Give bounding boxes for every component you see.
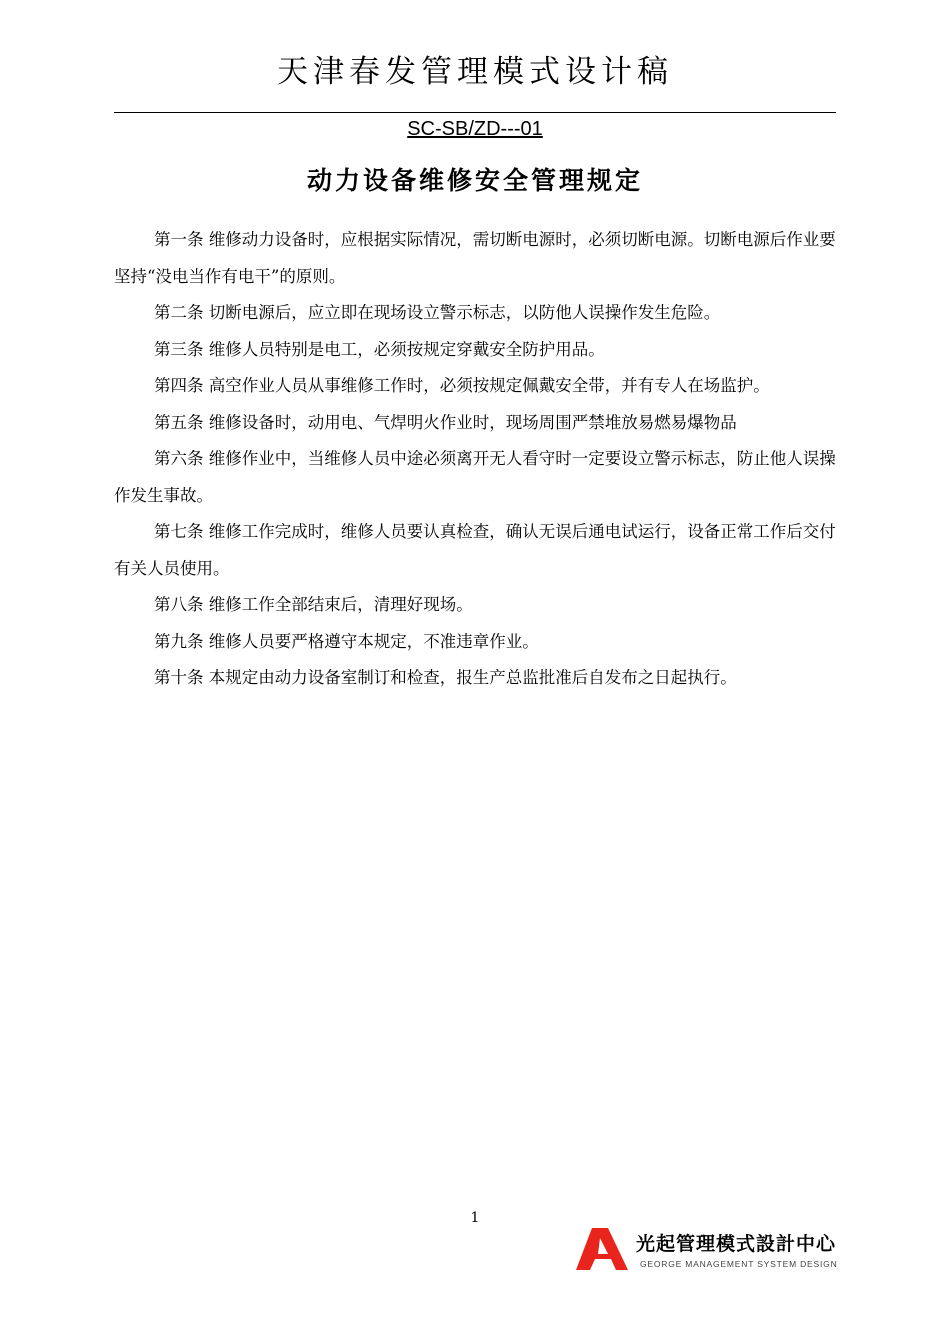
article-10: 第十条 本规定由动力设备室制订和检查，报生产总监批准后自发布之日起执行。 — [154, 668, 737, 687]
document-title: 动力设备维修安全管理规定 — [306, 166, 643, 195]
article-6: 第六条 维修作业中，当维修人员中途必须离开无人看守时一定要设立警示标志，防止他人误操作发生事故。 — [114, 449, 836, 505]
header-divider — [114, 112, 836, 113]
logo-a-mark-icon — [574, 1228, 630, 1270]
article-2: 第二条 切断电源后，应立即在现场设立警示标志，以防他人误操作发生危险。 — [154, 303, 721, 322]
logo-name-en: GEORGE MANAGEMENT SYSTEM DESIGN — [640, 1259, 838, 1269]
article-1: 第一条 维修动力设备时，应根据实际情况，需切断电源时，必须切断电源。切断电源后作业要坚持“没电当作有电干”的原则。 — [114, 230, 836, 286]
article-7: 第七条 维修工作完成时，维修人员要认真检查，确认无误后通电试运行，设备正常工作后交付有关人员使用。 — [114, 522, 836, 578]
logo-name-cn: 光起管理模式設計中心 — [636, 1233, 837, 1255]
article-4: 第四条 高空作业人员从事维修工作时，必须按规定佩戴安全带，并有专人在场监护。 — [154, 376, 770, 395]
article-8: 第八条 维修工作全部结束后，清理好现场。 — [154, 595, 473, 614]
article-5: 第五条 维修设备时，动用电、气焊明火作业时，现场周围严禁堆放易燃易爆物品 — [154, 412, 737, 432]
document-body — [114, 222, 839, 697]
page-number: 1 — [470, 1210, 480, 1226]
article-9: 第九条 维修人员要严格遵守本规定，不准违章作业。 — [154, 631, 539, 651]
article-3: 第三条 维修人员特别是电工，必须按规定穿戴安全防护用品。 — [154, 339, 605, 359]
document-code: SC-SB/ZD---01 — [407, 118, 543, 140]
company-title: 天津春发管理模式设计稿 — [277, 54, 673, 90]
company-logo — [574, 1228, 839, 1272]
